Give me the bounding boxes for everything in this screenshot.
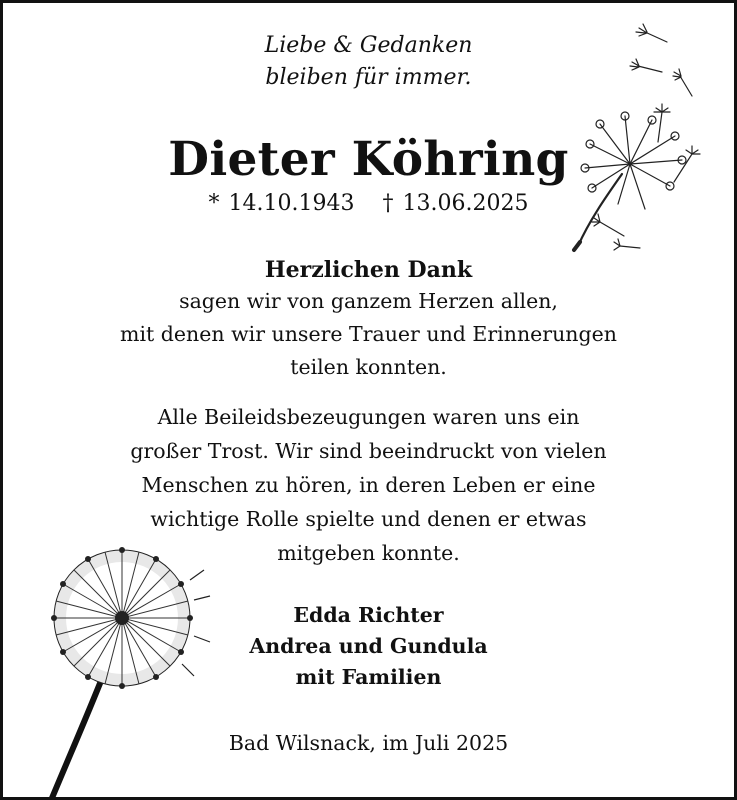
death-date: † 13.06.2025: [382, 191, 529, 216]
place-date: Bad Wilsnack, im Juli 2025: [228, 731, 509, 755]
thanks-text: [0, 285, 737, 384]
motto: [0, 30, 737, 94]
message-line: mitgeben konnte.: [277, 541, 460, 565]
motto-line-1: Liebe & Gedanken: [264, 33, 473, 58]
message-text: [0, 400, 737, 570]
thanks-line: mit denen wir unsere Trauer und Erinnerungen: [120, 322, 617, 346]
motto-line-2: bleiben für immer.: [265, 65, 472, 90]
thanks-line: teilen konnten.: [290, 355, 447, 379]
birth-date: * 14.10.1943: [208, 191, 355, 216]
deceased-name: Dieter Köhring: [168, 132, 569, 187]
thanks-line: sagen wir von ganzem Herzen allen,: [179, 289, 558, 313]
signers: [0, 600, 737, 693]
message-line: Alle Beileidsbezeugungen waren uns ein: [157, 405, 580, 429]
thanks-heading: Herzlichen Dank: [264, 257, 473, 283]
life-dates: [0, 189, 737, 219]
message-line: wichtige Rolle spielte und denen er etwas: [150, 507, 587, 531]
signer-line: Edda Richter: [293, 603, 444, 627]
message-line: Menschen zu hören, in deren Leben er eine: [141, 473, 596, 497]
message-line: großer Trost. Wir sind beeindruckt von vielen: [130, 439, 607, 463]
signer-line: Andrea und Gundula: [249, 634, 488, 658]
signer-line: mit Familien: [295, 665, 442, 689]
